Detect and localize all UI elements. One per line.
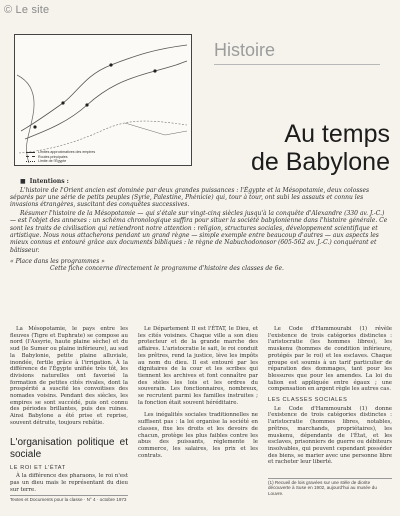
section-label: Histoire (214, 40, 276, 60)
legend-item: Routes principales (26, 155, 156, 160)
col2-paragraph-2: Les inégalités sociales traditionnelles ne suffisent pas : la loi organise la société en classes, fixe les droits et les devoirs de chacun, protège les plus faibles contre les abus des puissants, réglemente le commerce, les salaires, les prix et les contrats. (138, 412, 258, 459)
city-marker (33, 125, 36, 128)
legend-item: Limite de l'Égypte (26, 159, 156, 164)
section-rule (214, 64, 380, 65)
page-title (200, 120, 390, 176)
euphrate-river (21, 45, 187, 131)
col1-paragraph-1: La Mésopotamie, le pays entre les fleuves (Tigre et Euphrate) se compose au nord (l'Assyrie, haute plaine sèche) et du sud (le Sumer ou plaine inférieure), au sud la Babylonie, petite plaine alluviale, inondée, fertile grâce à l'irrigation. À la différence de l'Égypte unifiée très tôt, les divisions naturelles ont favorisé la formation de petites cités rivales, dont la prospérité a suscité les convoitises des nomades voisins. Pendant des siècles, les empires se sont succédé, puis ont connu des périodes brillantes, puis des ruines. Ainsi Babylone a été prise et reprise, souvent détruite, toujours rebâtie. (10, 326, 128, 426)
body-columns (10, 326, 392, 510)
gulf-coast (125, 123, 187, 135)
mesopotamia-map (14, 34, 192, 166)
city-marker (85, 103, 88, 106)
city-marker (109, 63, 112, 66)
intro-label: Intentions : (29, 178, 69, 185)
code-footnote: (1) Recueil de lois gravées sur une stèle de diorite découverte à Suse en 1902, aujourd'hui au musée du Louvre. (268, 478, 392, 496)
intro-sub: Cette fiche concerne directement le programme d'histoire des classes de 6e. (50, 265, 284, 273)
col3-paragraph-2: Le Code d'Hammourabi (1) donne l'existence de trois catégories distinctes : l'aristocratie (hommes libres, notables, prêtres, marchands, propriétaires), les muskenu, dépendants de l'État, et les esclaves, prisonniers de guerre ou débiteurs insolvables, qui peuvent cependant posséder des biens, se marier avec une personne libre et racheter leur liberté. (268, 405, 392, 466)
legend-swatch (26, 152, 35, 153)
col1-paragraph-2: À la différence des pharaons, le roi n'est pas un dieu mais le représentant du dieu sur terre. (10, 473, 128, 493)
map-legend (26, 150, 156, 164)
city-marker (153, 69, 156, 72)
legend-item: Limites approximatives des empires (26, 150, 156, 155)
title-line-1: Au temps (284, 120, 390, 148)
map-drawing (15, 35, 191, 165)
empire-boundary (19, 121, 187, 153)
source-footnote: Textes et Documents pour la classe · N° 4 · octobre 1973 (10, 497, 127, 503)
sub-heading-classes: LES CLASSES SOCIALES (268, 397, 348, 404)
intro-paragraph-1-text: L'histoire de l'Orient ancien est dominée par deux grandes puissances : l'Égypte et la Mésopotamie, deux colosses séparés par une série de petits peuples (Syrie, Palestine, Phénicie) qui, tour à tour, ont subi les assauts et connu les invasions étrangères, suscitant des conquêtes successives. (10, 186, 370, 209)
section-heading: L'organisation politique et sociale (10, 436, 128, 460)
intro-paragraph-2: Résumer l'histoire de la Mésopotamie — qui s'étale sur vingt-cinq siècles jusqu'à la conquête d'Alexandre (330 av. J.-C.) — est l'objet des annexes : un schéma chronologique suffira pour situer la société babylonienne dans l'histoire générale. Ce sont les traits de civilisation qui retiendront notre attention : religion, structures sociales, développement scientifique et artistique. Nous nous attacherons pendant un grand règne — simple exemple entre beaucoup d'autres — aux aspects les mieux connus et entouré grâce aux documents bibliques : le règne de Nabuchodonosor (605-562 av. J.-C.) conquérant et bâtisseur. (10, 210, 388, 254)
tigre-river (25, 61, 187, 139)
title-line-2: de Babylone (250, 148, 390, 176)
legend-swatch (26, 161, 35, 162)
col3-paragraph-1: Le Code d'Hammourabi (1) révèle l'existence de trois catégories distinctes : l'aristocratie (les hommes libres), les muskenu (hommes de condition inférieure, protégés par le roi) et les esclaves. Chaque groupe est soumis à un tarif particulier de réparation des dommages, tant pour les blessures que pour les amendes. La loi du talion est appliquée entre égaux ; une compensation en argent règle les autres cas. (268, 326, 392, 393)
legend-swatch (26, 156, 35, 157)
intro-block (10, 178, 392, 273)
city-marker (61, 101, 64, 104)
intro-paragraph-1: ■ Intentions : (20, 178, 69, 185)
col2-paragraph-1: Le Département II est l'ÉTAT, le Dieu, et les cités voisines. Chaque ville a son dieu protecteur et de la grande marche des affaires. L'aristocratie le sait, le roi conduit les prêtres, rend la justice, lève les impôts au nom du dieu. Il est entouré par les dignitaires de la cour et les scribes qui tiennent les archives et font connaître par des stèles les lois et les ordres du souverain. Les fonctionnaires, nombreux, se recrutent parmi les familles instruites ; la fonction était souvent héréditaire. (138, 326, 258, 406)
column-2 (138, 326, 258, 459)
column-1 (10, 326, 128, 503)
intro-bullet: « Place dans les programmes » (10, 257, 105, 265)
column-3 (268, 326, 392, 466)
site-watermark: © Le site (4, 4, 50, 16)
sub-heading: LE ROI ET L'ÉTAT (10, 464, 66, 471)
